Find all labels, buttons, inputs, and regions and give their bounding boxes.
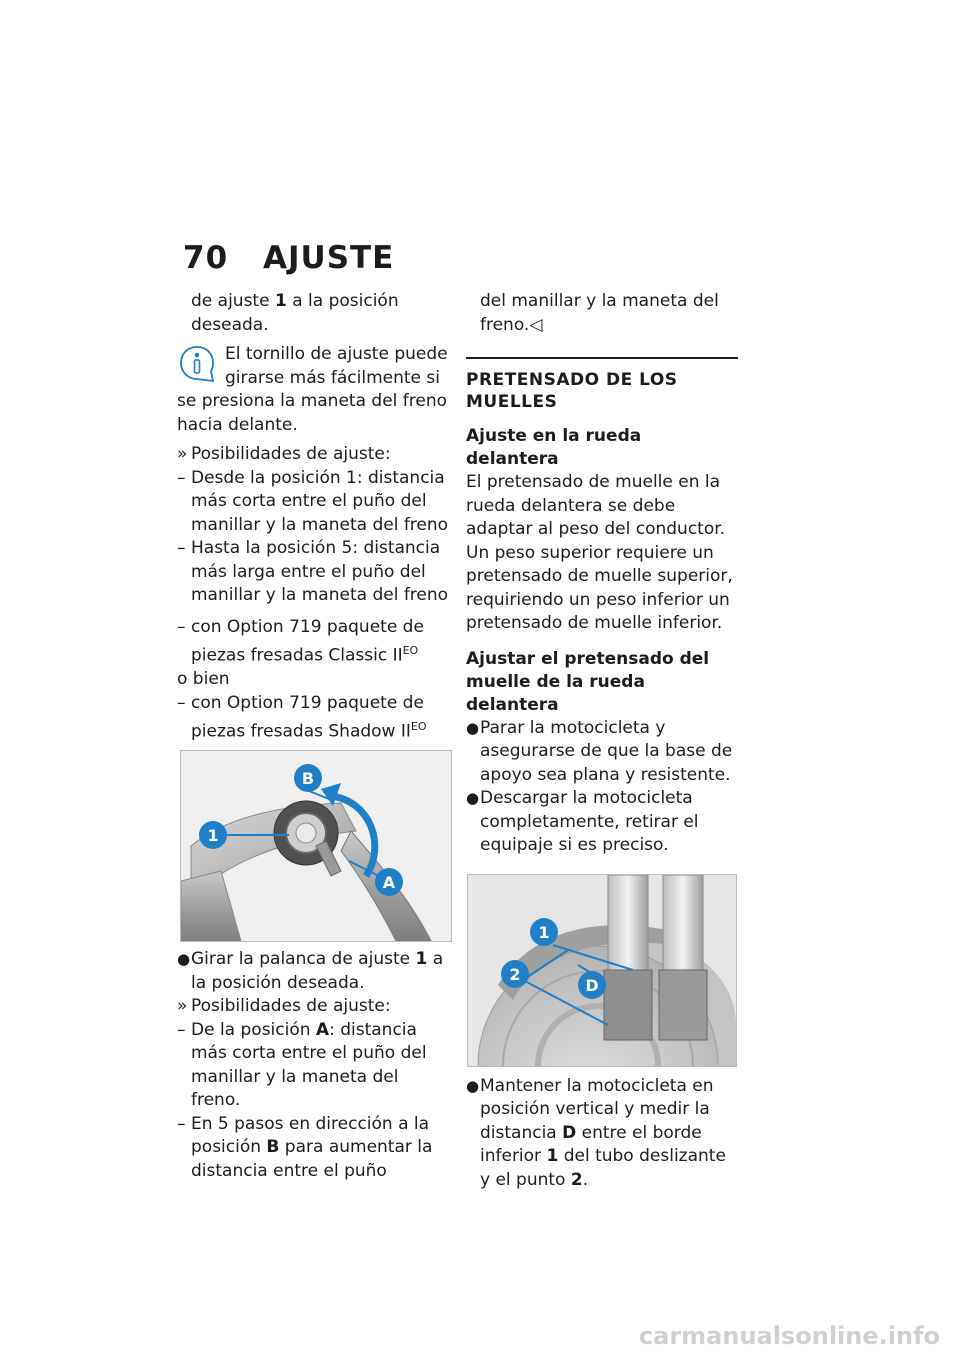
continued-text: del manillar y la maneta del freno.◁ <box>480 291 719 335</box>
callout-2: 2 <box>509 964 521 984</box>
condition-item: – con Option 719 paquete de piezas fresadas Classic $II^{EO}$ <box>177 616 424 666</box>
step-item: ● Parar la motocicleta y asegurarse de que la base de apoyo sea plana y resistente. <box>466 717 733 785</box>
intro-paragraph: de ajuste 1 a la posición deseada. <box>191 291 399 335</box>
condition-item: – con Option 719 paquete de piezas fresadas Shadow $II^{EO}$ <box>177 692 427 742</box>
brake-lever-figure <box>180 750 452 942</box>
info-note <box>177 343 452 437</box>
subheading: Ajuste en la rueda delantera <box>466 426 642 469</box>
info-icon <box>179 345 215 383</box>
step-item: ● Descargar la motocicleta completamente, retirar el equipaje si es preciso. <box>466 788 699 855</box>
callout-1: 1 <box>207 826 219 846</box>
fork-figure <box>467 874 737 1067</box>
section-title: AJUSTE <box>263 240 395 276</box>
left-column <box>177 290 452 1183</box>
callout-d: D <box>585 975 599 995</box>
page-number: 70 <box>183 240 229 276</box>
options-label: » Posibilidades de ajuste: <box>177 996 391 1017</box>
watermark: carmanualsonline.info <box>638 1322 940 1350</box>
option-item: – De la posición A: distancia más corta entre el puño del manillar y la maneta del freno. <box>177 1019 427 1111</box>
option-item: – Hasta la posición 5: distancia más larga entre el puño del manillar y la maneta del freno <box>177 538 449 605</box>
note-text: El tornillo de ajuste puede girarse más fácilmente si se presiona la maneta del freno hacia delante. <box>177 344 448 435</box>
paragraph: El pretensado de muelle en la rueda delantera se debe adaptar al peso del conductor. Un peso superior requiere un pretensado de muelle superior, requiriendo un peso inferior un pretensado de muelle inferior. <box>466 472 733 633</box>
end-mark: ◁ <box>529 314 543 335</box>
option-item: – En 5 pasos en dirección a la posición B para aumentar la distancia entre el puño <box>177 1113 433 1181</box>
callout-b: B <box>301 769 315 789</box>
option-item: – Desde la posición 1: distancia más corta entre el puño del manillar y la maneta del freno <box>177 467 449 535</box>
section-heading: PRETENSADO DE LOS MUELLES <box>466 357 738 413</box>
brake-lever-illustration <box>181 751 451 941</box>
subheading: Ajustar el pretensado del muelle de la rueda delantera <box>466 648 710 715</box>
front-fork-illustration <box>468 875 736 1066</box>
callout-1: 1 <box>538 922 550 942</box>
right-column <box>466 290 738 1192</box>
step-item: ● Mantener la motocicleta en posición vertical y medir la distancia D entre el borde inferior 1 del tubo deslizante y el punto 2. <box>466 1075 726 1190</box>
or-text: o bien <box>177 669 230 690</box>
callout-a: A <box>382 873 396 893</box>
step-item: ● Girar la palanca de ajuste 1 a la posición deseada. <box>177 949 444 993</box>
options-label: » Posibilidades de ajuste: <box>177 444 391 464</box>
